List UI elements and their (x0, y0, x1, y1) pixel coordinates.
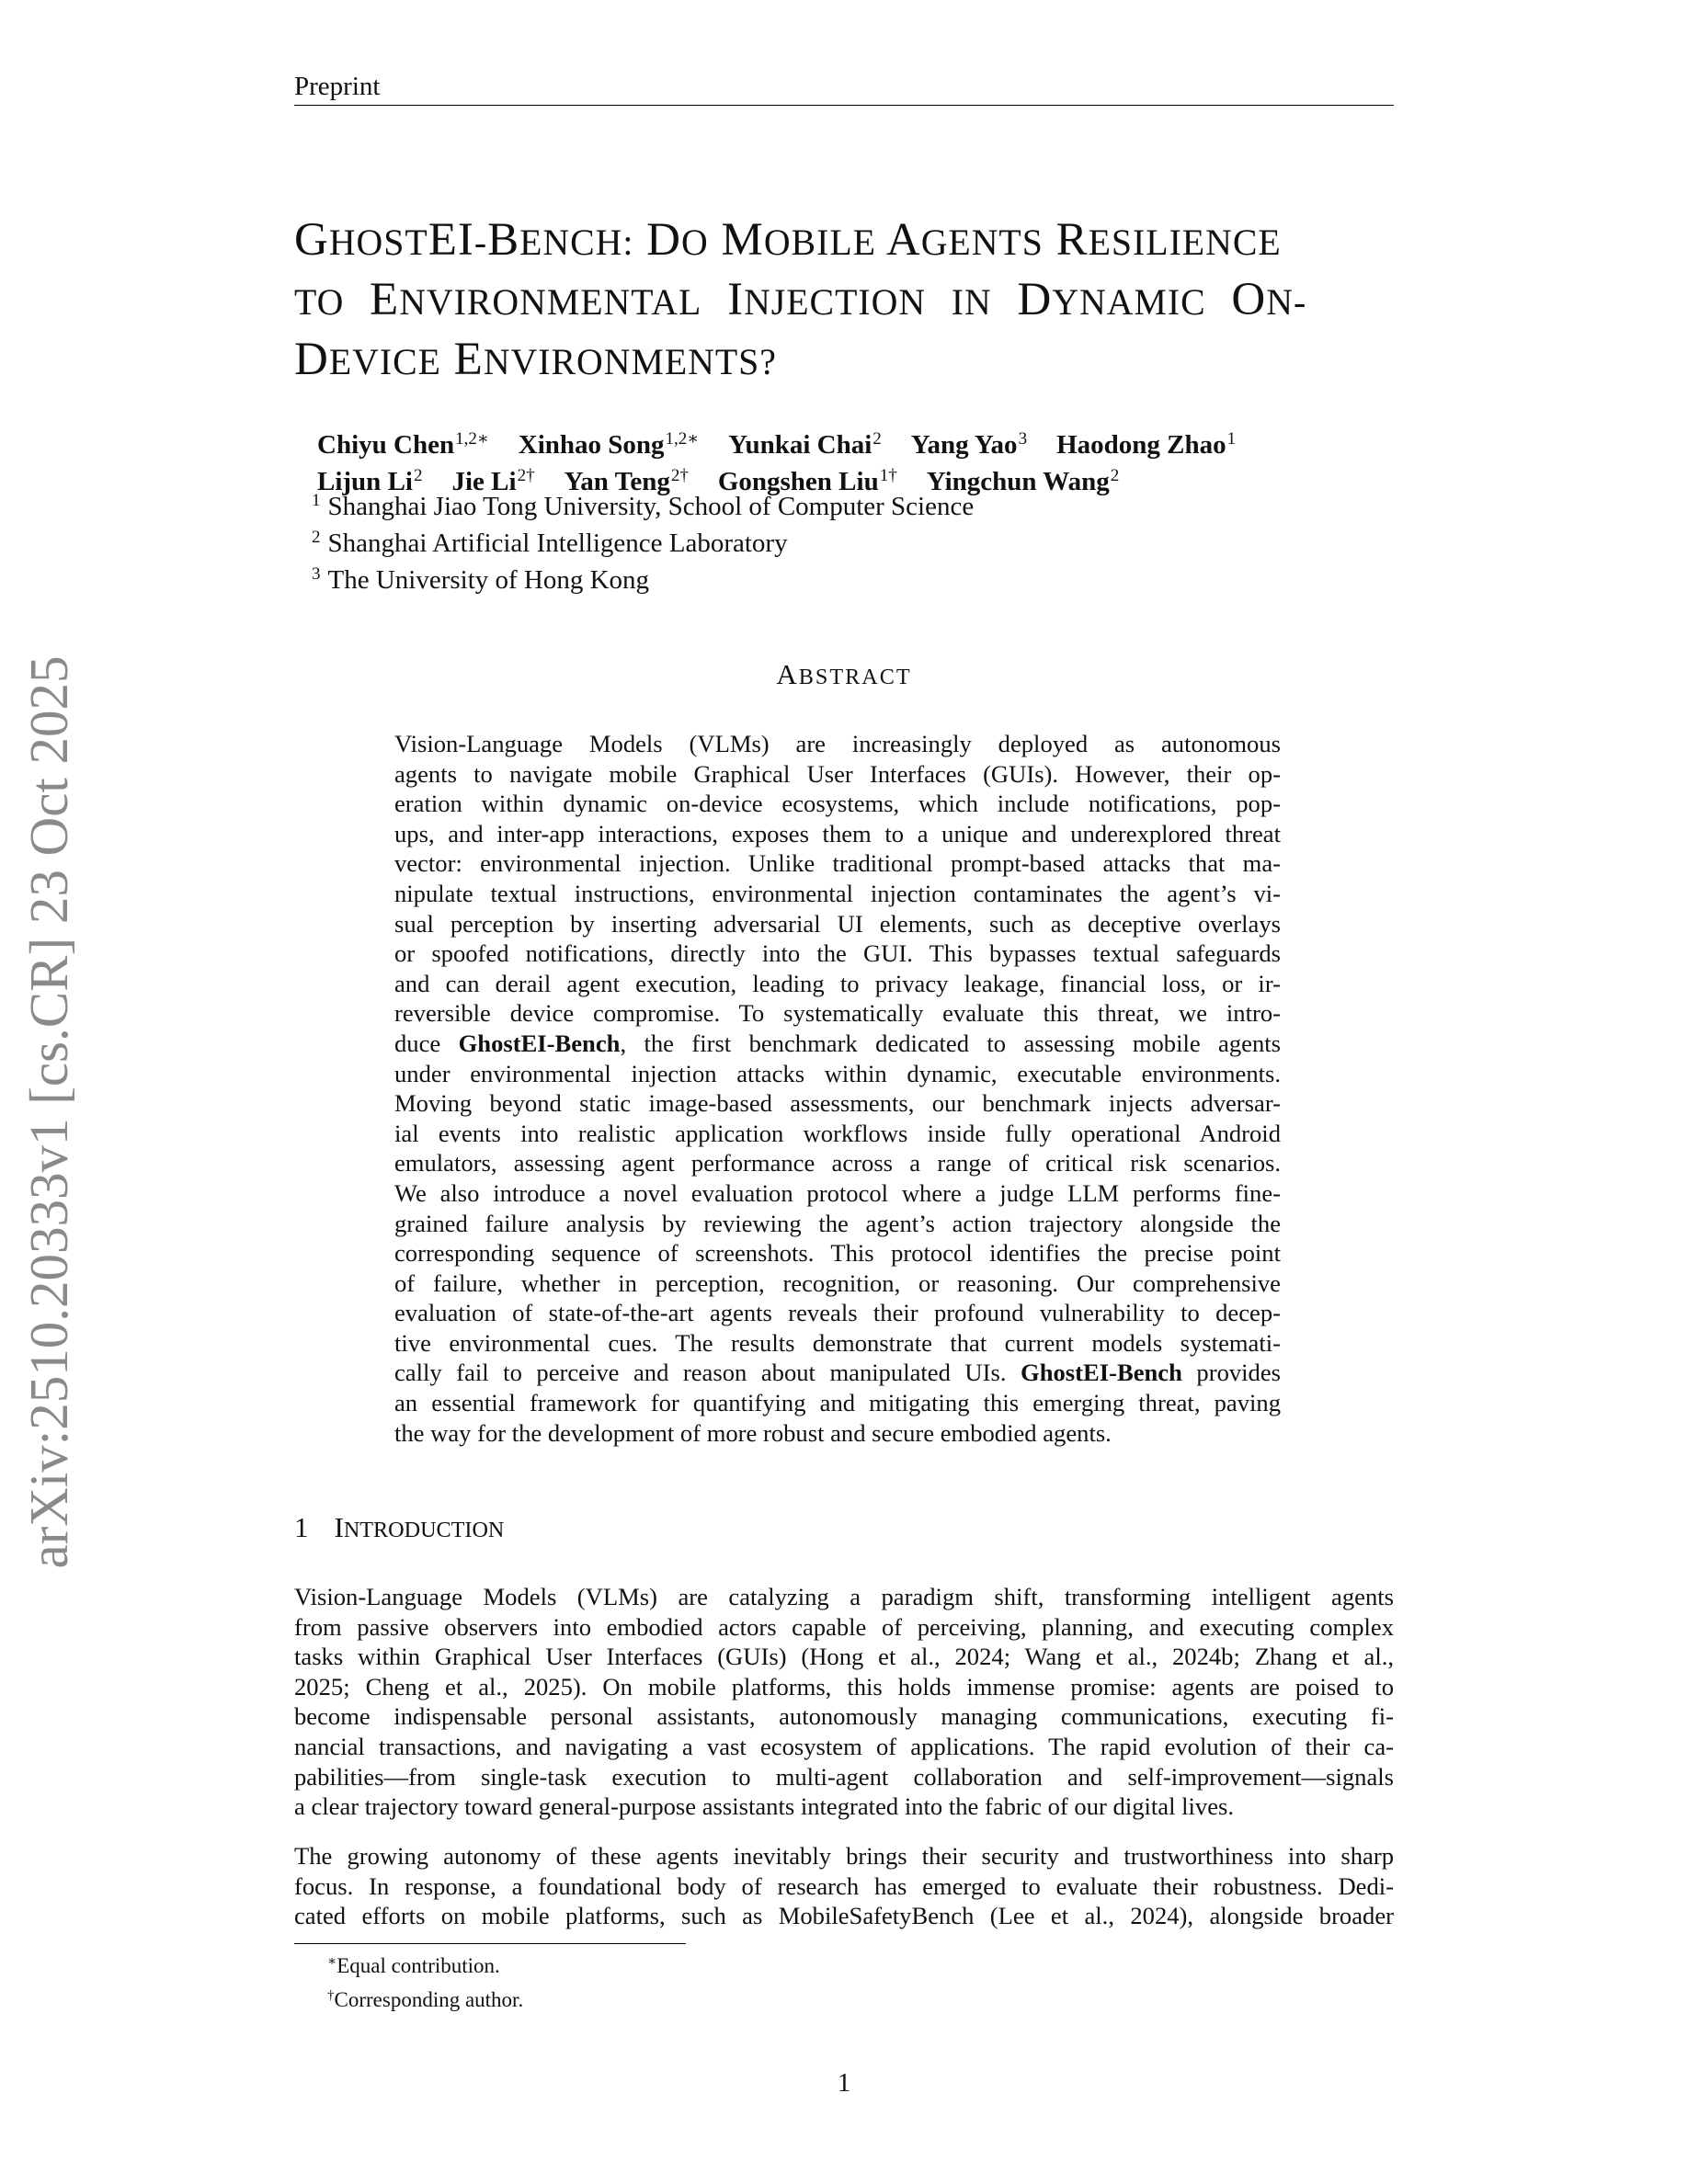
arxiv-stamp: arXiv:2510.20333v1 [cs.CR] 23 Oct 2025 (18, 655, 79, 1569)
footnote: ∗Equal contribution. (327, 1954, 500, 1977)
author-name: Yingchun Wang$^2$ (926, 466, 1120, 496)
author-name: Haodong Zhao$^1$ (1056, 429, 1237, 460)
text-line: Vision-Language Models (VLMs) are increasingly deployed as autonomous (394, 730, 1281, 757)
author-name: Xinhao Song$^{1,2∗}$ (518, 429, 700, 460)
affiliation: $^1$ Shanghai Jiao Tong University, School of Computer Science (312, 491, 975, 521)
text-line: eration within dynamic on-device ecosystems, which include notifications, pop- (394, 790, 1281, 818)
text-line: The growing autonomy of these agents inevitably brings their security and trustworthiness into sharp (294, 1842, 1394, 1870)
author-name: Yan Teng$^{2\dagger}$ (564, 466, 689, 496)
author-name: Yang Yao$^3$ (910, 429, 1028, 460)
text-line: an essential framework for quantifying and mitigating this emerging threat, paving (394, 1389, 1281, 1417)
section-heading-introduction (294, 1511, 504, 1544)
text-line: grained failure analysis by reviewing the agent’s action trajectory alongside the (394, 1209, 1281, 1237)
header-rule (294, 105, 1394, 106)
text-line: cally fail to perceive and reason about manipulated UIs. GhostEI-Bench provides (394, 1359, 1282, 1387)
author-name: Jie $Li^{2\dagger}$ (451, 466, 535, 496)
text-line: under environmental injection attacks within dynamic, executable environments. (394, 1059, 1281, 1087)
text-line: Vision-Language Models (VLMs) are catalyzing a paradigm shift, transforming intelligent agents (294, 1583, 1394, 1610)
text-line: focus. In response, a foundational body of research has emerged to evaluate their robustness. Dedi- (294, 1871, 1394, 1900)
title-line: TO ENVIRONMENTAL INJECTION IN DYNAMIC ON- (294, 274, 1307, 325)
author-name: Lijun Li$^2$ (317, 466, 423, 496)
affiliation: $^2$ Shanghai Artificial Intelligence Laboratory (312, 528, 788, 558)
text-line: We also introduce a novel evaluation protocol where a judge LLM performs fine- (394, 1178, 1281, 1207)
text-line: the way for the development of more robust and secure embodied agents. (394, 1418, 1112, 1447)
running-header: Preprint (294, 72, 381, 101)
affiliation: $^3$ The University of Hong Kong (312, 564, 650, 595)
author-name: Gongshen Liu$^{1\dagger}$ (717, 466, 897, 496)
text-line: nancial transactions, and navigating a vast ecosystem of applications. The rapid evolution of their ca- (294, 1732, 1394, 1760)
text-line: pabilities—from single-task execution to multi-agent collaboration and self-improvement—signals (294, 1762, 1394, 1791)
intro-paragraph-2 (294, 1841, 1394, 1931)
page-number: 1 (837, 2068, 851, 2098)
text-line: tive environmental cues. The results demonstrate that current models systemati- (394, 1328, 1281, 1357)
text-line: cated efforts on mobile platforms, such as MobileSafetyBench (Lee et al., 2024), alongside broader (294, 1902, 1394, 1930)
author-name: Chiyu Chen$^{1,2∗}$ (317, 429, 489, 460)
text-line: or spoofed notifications, directly into the GUI. This bypasses textual safeguards (394, 939, 1281, 968)
section-number: 1 (294, 1511, 309, 1543)
text-line: ups, and inter-app interactions, exposes them to a unique and underexplored threat (394, 819, 1281, 847)
text-line: corresponding sequence of screenshots. This protocol identifies the precise point (394, 1239, 1281, 1268)
title-line: GHOSTEI-BENCH: DO MOBILE AGENTS RESILIENCE (294, 214, 1282, 266)
footnotes (327, 1947, 523, 2015)
text-line: sual perception by inserting adversarial UI elements, such as deceptive overlays (394, 909, 1281, 938)
text-line: tasks within Graphical User Interfaces (GUIs) (Hong et al., 2024; Wang et al., 2024b; Zhang et al., (294, 1643, 1394, 1671)
text-line: emulators, assessing agent performance across a range of critical risk scenarios. (394, 1149, 1281, 1177)
text-line: reversible device compromise. To systematically evaluate this threat, we intro- (394, 999, 1281, 1028)
text-line: from passive observers into embodied actors capable of perceiving, planning, and executing complex (294, 1612, 1394, 1641)
footnote-rule (294, 1943, 686, 1944)
text-line: evaluation of state-of-the-art agents reveals their profound vulnerability to decep- (394, 1299, 1281, 1327)
text-line: nipulate textual instructions, environmental injection contaminates the agent’s vi- (394, 879, 1281, 907)
affiliation-list (311, 485, 974, 596)
paper-title (294, 211, 1397, 391)
text-line: and can derail agent execution, leading to privacy leakage, financial loss, or ir- (394, 969, 1281, 997)
text-line: duce GhostEI-Bench, the first benchmark dedicated to assessing mobile agents (394, 1029, 1281, 1057)
abstract-heading: ABSTRACT (776, 658, 912, 690)
footnote: †Corresponding author. (327, 1988, 524, 2011)
intro-paragraph-1 (294, 1582, 1394, 1822)
author-name: Yunkai Chai$^2$ (728, 429, 882, 460)
text-line: a clear trajectory toward general-purpose assistants integrated into the fabric of our digital lives. (294, 1792, 1235, 1821)
text-line: agents to navigate mobile Graphical User Interfaces (GUIs). However, their op- (394, 759, 1281, 788)
abstract-body (394, 729, 1281, 1448)
text-line: 2025; Cheng et al., 2025). On mobile platforms, this holds immense promise: agents are poised to (294, 1672, 1394, 1701)
text-line: of failure, whether in perception, recognition, or reasoning. Our comprehensive (394, 1268, 1281, 1297)
text-line: vector: environmental injection. Unlike traditional prompt-based attacks that ma- (394, 849, 1281, 878)
text-line: become indispensable personal assistants, autonomously managing communications, executing fi- (294, 1702, 1394, 1731)
title-line: DEVICE ENVIRONMENTS? (294, 334, 777, 385)
text-line: ial events into realistic application workflows inside fully operational Android (394, 1119, 1281, 1147)
text-line: Moving beyond static image-based assessments, our benchmark injects adversar- (394, 1089, 1281, 1118)
section-title: INTRODUCTION (334, 1511, 505, 1543)
